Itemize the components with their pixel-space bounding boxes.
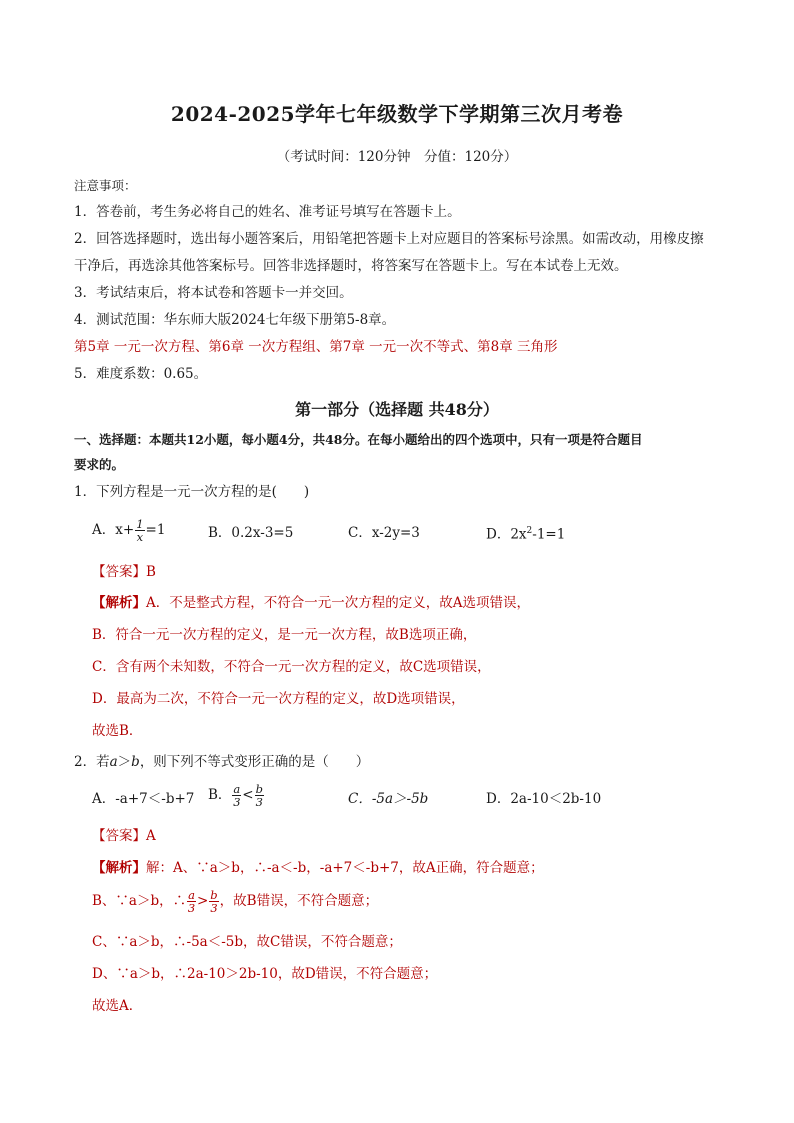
fraction-numerator: b bbox=[255, 782, 263, 796]
exam-title: 2024-2025学年七年级数学下学期第三次月考卷 bbox=[170, 102, 624, 126]
q2-analysis-text: 解：A、∵a＞b，∴-a＜-b，-a+7＜-b+7，故A正确，符合题意； bbox=[146, 860, 544, 876]
section-instruction: 一、选择题：本题共12小题，每小题4分，共48分。在每小题给出的四个选项中，只有一项是符合题目 bbox=[74, 432, 643, 447]
section-instruction-cont: 要求的。 bbox=[74, 457, 125, 472]
q2-stem-suffix: ，则下列不等式变形正确的是（ ） bbox=[139, 754, 370, 770]
q2-option-b-fraction-1 bbox=[232, 783, 241, 808]
q2-option-a: A．-a+7＜-b+7 bbox=[92, 791, 195, 807]
q2-analysis-4: D、∵a＞b，∴2a-10＞2b-10，故D错误，不符合题意； bbox=[92, 966, 438, 982]
question-1-stem: 1．下列方程是一元一次方程的是( ) bbox=[74, 484, 310, 500]
note-item-2: 2．回答选择题时，选出每小题答案后，用铅笔把答题卡上对应题目的答案标号涂黑。如需改动，用橡皮擦 bbox=[74, 231, 704, 247]
notes-heading: 注意事项： bbox=[74, 178, 137, 193]
q2-stem-b: b bbox=[131, 754, 140, 770]
fraction-denominator: 3 bbox=[255, 795, 263, 810]
chapter-list: 第5章 一元一次方程、第6章 一次方程组、第7章 一元一次不等式、第8章 三角形 bbox=[74, 339, 558, 355]
note-item-3: 3．考试结束后，将本试卷和答题卡一并交回。 bbox=[74, 285, 353, 301]
q2-analysis-2-prefix: B、∵a＞b，∴ bbox=[92, 893, 187, 910]
q1-analysis-label: 【解析】 bbox=[92, 595, 146, 611]
fraction-numerator: a bbox=[233, 782, 241, 796]
q1-option-b: B．0.2x-3=5 bbox=[208, 525, 294, 541]
q2-stem-prefix: 2．若 bbox=[74, 754, 110, 770]
q1-answer: 【答案】B bbox=[92, 564, 156, 580]
q2-option-b bbox=[208, 783, 265, 808]
q1-option-c: C．x-2y=3 bbox=[348, 525, 420, 541]
fraction-numerator: 1 bbox=[136, 517, 144, 531]
q2-analysis-2 bbox=[92, 889, 378, 914]
question-2-stem bbox=[74, 756, 369, 770]
fraction-denominator: 3 bbox=[187, 901, 196, 916]
q2-analysis-label: 【解析】 bbox=[92, 860, 146, 876]
q2-answer: 【答案】A bbox=[92, 828, 156, 844]
q1-option-a-fraction bbox=[135, 518, 144, 543]
q2-analysis-fraction-2 bbox=[209, 889, 218, 914]
q1-option-d-suffix: -1=1 bbox=[532, 526, 566, 543]
note-item-2-cont: 干净后，再选涂其他答案标号。回答非选择题时，将答案写在答题卡上。写在本试卷上无效。 bbox=[74, 258, 628, 274]
q2-option-c: C．-5a＞-5b bbox=[348, 791, 429, 807]
q2-analysis-fraction-1 bbox=[187, 889, 196, 914]
fraction-numerator: a bbox=[188, 888, 195, 902]
fraction-numerator: b bbox=[210, 888, 218, 902]
q2-stem-gt: ＞ bbox=[117, 754, 132, 770]
q2-analysis-3: C、∵a＞b，∴-5a＜-5b，故C错误，不符合题意； bbox=[92, 934, 402, 950]
q1-analysis-2: B．符合一元一次方程的定义，是一元一次方程，故B选项正确， bbox=[92, 627, 477, 643]
q2-option-b-lt: < bbox=[242, 787, 254, 804]
q2-option-d: D．2a-10＜2b-10 bbox=[486, 791, 602, 807]
q1-option-a-suffix: =1 bbox=[145, 522, 166, 539]
q1-analysis-text: A．不是整式方程，不符合一元一次方程的定义，故A选项错误， bbox=[146, 595, 530, 611]
exam-subtitle: （考试时间：120分钟 分值：120分） bbox=[276, 149, 518, 165]
q1-option-a bbox=[92, 518, 165, 543]
q1-analysis-3: C．含有两个未知数，不符合一元一次方程的定义，故C选项错误， bbox=[92, 659, 491, 675]
q2-analysis-2-suffix: ，故B错误，不符合题意； bbox=[219, 893, 379, 910]
q1-analysis-1 bbox=[92, 597, 530, 611]
q1-analysis-4: D．最高为二次，不符合一元一次方程的定义，故D选项错误， bbox=[92, 691, 465, 707]
section-title: 第一部分（选择题 共48分） bbox=[295, 400, 499, 419]
q2-analysis-gt: > bbox=[196, 893, 209, 910]
q1-option-a-prefix: A．x+ bbox=[92, 522, 135, 539]
q2-analysis-5: 故选A． bbox=[92, 998, 143, 1014]
q2-option-b-fraction-2 bbox=[255, 783, 264, 808]
q1-option-d-exponent: 2 bbox=[526, 526, 533, 536]
q2-stem-a: a bbox=[109, 754, 118, 770]
fraction-denominator: 3 bbox=[210, 901, 218, 916]
q1-option-d-prefix: D．2x bbox=[486, 526, 527, 543]
difficulty-note: 5．难度系数：0.65。 bbox=[74, 366, 208, 382]
q1-analysis-5: 故选B． bbox=[92, 723, 143, 739]
note-item-4: 4．测试范围：华东师大版2024七年级下册第5-8章。 bbox=[74, 312, 396, 328]
note-item-1: 1．答卷前，考生务必将自己的姓名、准考证号填写在答题卡上。 bbox=[74, 204, 461, 220]
fraction-denominator: 3 bbox=[233, 795, 241, 810]
q1-option-d bbox=[486, 527, 565, 542]
q2-option-b-prefix: B． bbox=[208, 787, 232, 804]
fraction-denominator: x bbox=[136, 530, 144, 545]
q2-analysis-1 bbox=[92, 862, 544, 876]
